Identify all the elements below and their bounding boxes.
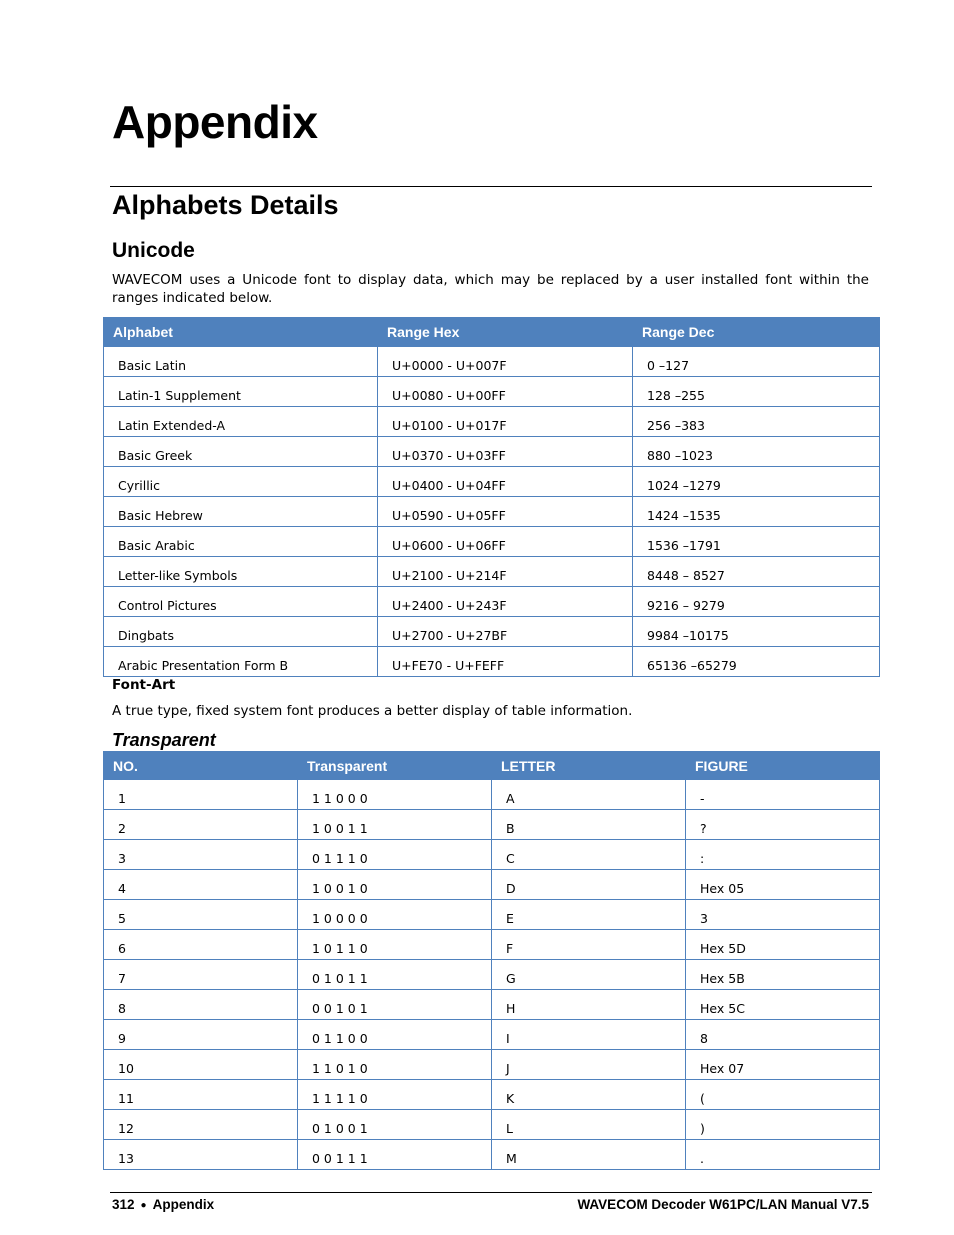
table-cell: 1536 –1791 [633, 527, 880, 557]
table-cell: U+0100 - U+017F [378, 407, 633, 437]
column-header-figure: FIGURE [686, 752, 880, 780]
table-cell: I [492, 1020, 686, 1050]
table-row [104, 960, 880, 990]
table-cell: 3 [686, 900, 880, 930]
table-row [104, 467, 880, 497]
table-row [104, 1020, 880, 1050]
table-cell: E [492, 900, 686, 930]
table-row [104, 377, 880, 407]
bullet-icon: ● [140, 1200, 147, 1211]
table-cell: 1 1 1 1 0 [298, 1080, 492, 1110]
table-row [104, 1110, 880, 1140]
table-cell: 65136 –65279 [633, 647, 880, 677]
table-cell: 0 1 1 1 0 [298, 840, 492, 870]
table-cell: Control Pictures [104, 587, 378, 617]
table-cell: 0 0 1 0 1 [298, 990, 492, 1020]
table-row [104, 437, 880, 467]
table-cell: U+2400 - U+243F [378, 587, 633, 617]
table-cell: Basic Arabic [104, 527, 378, 557]
table-cell: L [492, 1110, 686, 1140]
table-cell: 1 1 0 0 0 [298, 780, 492, 810]
unicode-ranges-table [103, 317, 880, 677]
table-cell: 1 0 0 1 1 [298, 810, 492, 840]
table-row [104, 840, 880, 870]
table-cell: Latin Extended-A [104, 407, 378, 437]
transparent-title: Transparent [112, 730, 216, 750]
table-cell: Basic Latin [104, 347, 378, 377]
section-title: Alphabets Details [112, 190, 339, 220]
table-row [104, 407, 880, 437]
column-header-no: NO. [104, 752, 298, 780]
table-cell: U+0400 - U+04FF [378, 467, 633, 497]
table-cell: : [686, 840, 880, 870]
table-cell: Basic Greek [104, 437, 378, 467]
table-cell: U+0000 - U+007F [378, 347, 633, 377]
table-cell: 128 –255 [633, 377, 880, 407]
table-cell: 1 0 0 1 0 [298, 870, 492, 900]
table-cell: - [686, 780, 880, 810]
table-cell: U+0600 - U+06FF [378, 527, 633, 557]
table-row [104, 647, 880, 677]
table-cell: 4 [104, 870, 298, 900]
table-row [104, 870, 880, 900]
table-row [104, 930, 880, 960]
table-cell: 0 –127 [633, 347, 880, 377]
table-cell: Hex 05 [686, 870, 880, 900]
table-cell: 10 [104, 1050, 298, 1080]
table-cell: 13 [104, 1140, 298, 1170]
table-cell: 12 [104, 1110, 298, 1140]
table-cell: Arabic Presentation Form B [104, 647, 378, 677]
table-row [104, 347, 880, 377]
table-header-row [104, 318, 880, 347]
table-cell: 8 [686, 1020, 880, 1050]
table-cell: 1 0 1 1 0 [298, 930, 492, 960]
table-cell: 0 0 1 1 1 [298, 1140, 492, 1170]
table-row [104, 780, 880, 810]
table-row [104, 527, 880, 557]
table-cell: . [686, 1140, 880, 1170]
table-cell: 880 –1023 [633, 437, 880, 467]
table-cell: 6 [104, 930, 298, 960]
table-row [104, 1140, 880, 1170]
table-cell: 9216 – 9279 [633, 587, 880, 617]
footer-section: Appendix [152, 1197, 215, 1212]
table-cell: 256 –383 [633, 407, 880, 437]
table-cell: D [492, 870, 686, 900]
table-cell: Dingbats [104, 617, 378, 647]
table-header-row [104, 752, 880, 780]
table-cell: 0 1 1 0 0 [298, 1020, 492, 1050]
table-row [104, 990, 880, 1020]
column-header-range-dec: Range Dec [633, 318, 880, 347]
table-cell: ? [686, 810, 880, 840]
footer-left [112, 1196, 214, 1215]
table-cell: 1 [104, 780, 298, 810]
table-cell: K [492, 1080, 686, 1110]
table-cell: 8448 – 8527 [633, 557, 880, 587]
table-cell: 9984 –10175 [633, 617, 880, 647]
table-row [104, 810, 880, 840]
table-cell: U+FE70 - U+FEFF [378, 647, 633, 677]
table-cell: 1 1 0 1 0 [298, 1050, 492, 1080]
table-cell: 1 0 0 0 0 [298, 900, 492, 930]
table-cell: Cyrillic [104, 467, 378, 497]
table-cell: 3 [104, 840, 298, 870]
table-cell: ( [686, 1080, 880, 1110]
table-cell: 1424 –1535 [633, 497, 880, 527]
table-cell: U+2100 - U+214F [378, 557, 633, 587]
column-header-range-hex: Range Hex [378, 318, 633, 347]
table-cell: 0 1 0 0 1 [298, 1110, 492, 1140]
table-cell: 2 [104, 810, 298, 840]
table-cell: Hex 5D [686, 930, 880, 960]
table-cell: B [492, 810, 686, 840]
font-art-paragraph: A true type, fixed system font produces a better display of table information. [112, 703, 633, 719]
column-header-letter: LETTER [492, 752, 686, 780]
column-header-transparent: Transparent [298, 752, 492, 780]
table-cell: 9 [104, 1020, 298, 1050]
table-cell: Hex 5B [686, 960, 880, 990]
table-cell: J [492, 1050, 686, 1080]
footer-manual-title: WAVECOM Decoder W61PC/LAN Manual V7.5 [577, 1197, 869, 1212]
table-cell: C [492, 840, 686, 870]
table-cell: 7 [104, 960, 298, 990]
footer-divider [110, 1192, 872, 1193]
page-number: 312 [112, 1197, 135, 1212]
table-cell: U+0370 - U+03FF [378, 437, 633, 467]
subsection-title: Unicode [112, 239, 195, 262]
intro-paragraph: WAVECOM uses a Unicode font to display data, which may be replaced by a user installed font within the ranges indicated below. [112, 272, 869, 306]
table-cell: A [492, 780, 686, 810]
table-cell: F [492, 930, 686, 960]
table-cell: 5 [104, 900, 298, 930]
table-cell: G [492, 960, 686, 990]
table-cell: U+0590 - U+05FF [378, 497, 633, 527]
table-cell: H [492, 990, 686, 1020]
table-row [104, 900, 880, 930]
chapter-title: Appendix [112, 96, 318, 148]
table-cell: U+2700 - U+27BF [378, 617, 633, 647]
table-cell: 11 [104, 1080, 298, 1110]
table-cell: ) [686, 1110, 880, 1140]
table-cell: U+0080 - U+00FF [378, 377, 633, 407]
table-cell: 0 1 0 1 1 [298, 960, 492, 990]
table-cell: Hex 5C [686, 990, 880, 1020]
table-cell: Hex 07 [686, 1050, 880, 1080]
table-cell: M [492, 1140, 686, 1170]
table-row [104, 497, 880, 527]
table-row [104, 1080, 880, 1110]
transparent-code-table [103, 751, 880, 1170]
font-art-title: Font-Art [112, 677, 176, 693]
table-cell: 1024 –1279 [633, 467, 880, 497]
table-row [104, 1050, 880, 1080]
column-header-alphabet: Alphabet [104, 318, 378, 347]
table-row [104, 557, 880, 587]
table-cell: 8 [104, 990, 298, 1020]
table-cell: Basic Hebrew [104, 497, 378, 527]
table-cell: Letter-like Symbols [104, 557, 378, 587]
table-cell: Latin-1 Supplement [104, 377, 378, 407]
table-row [104, 617, 880, 647]
table-row [104, 587, 880, 617]
